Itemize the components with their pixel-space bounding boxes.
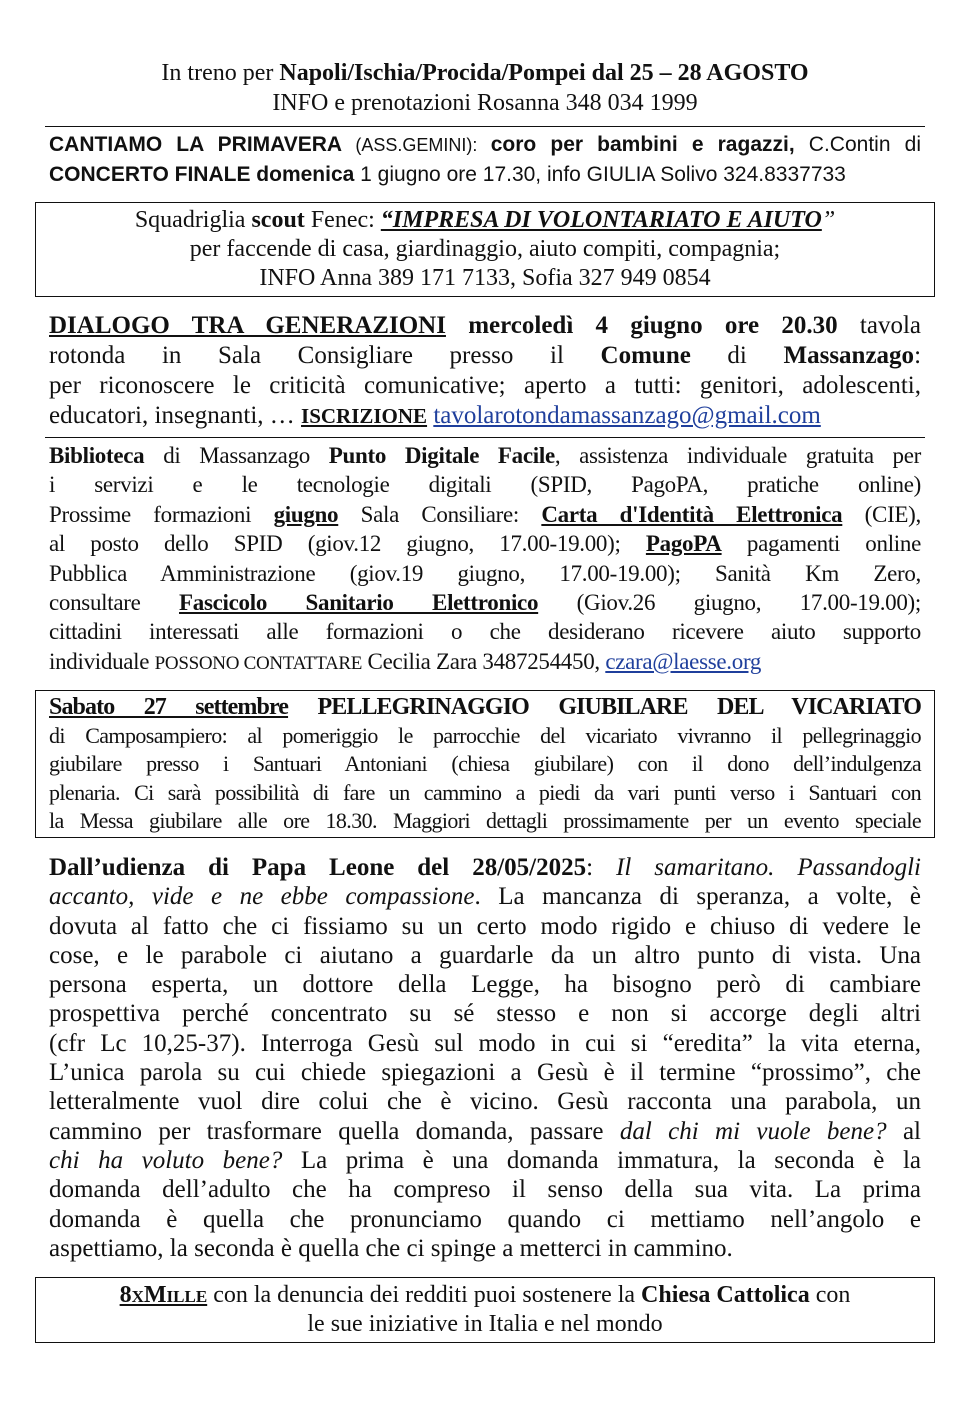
dialogo-notice — [49, 311, 921, 431]
udienza-l3: dovuta al fatto che ci fissiamo su un certo modo rigido e chiuso di vedere le — [49, 912, 921, 940]
choir-details: 1 giugno ore 17.30, info GIULIA Solivo 324.8337733 — [354, 163, 846, 186]
udienza-l10-c: al — [886, 1117, 921, 1145]
pellegrinaggio-date: Sabato 27 settembre — [49, 694, 289, 720]
pellegrinaggio-notice — [49, 693, 921, 836]
punto-digitale-facile: Punto Digitale Facile — [328, 443, 555, 468]
ottoxmille-end: con — [809, 1282, 851, 1308]
biblioteca-l4-a: al posto dello SPID (giov.12 giugno, 17.00-19.00); — [49, 531, 646, 557]
udienza-l14: aspettiamo, la seconda è quella che ci spinge a metterci in cammino. — [49, 1234, 733, 1262]
udienza-l11-italic: chi ha voluto bene? — [49, 1146, 283, 1174]
udienza-l9: letteralmente vuol dire colui che è vicino. Gesù racconta una parabola, un — [49, 1088, 921, 1116]
ottoxmille-rest: con la denuncia dei redditi puoi sostenere la — [207, 1282, 642, 1308]
biblioteca-l3-c: Sala Consiliare: — [338, 501, 542, 527]
dialogo-l3: per riconoscere le criticità comunicative; aperto a tutti: genitori, adolescenti, — [49, 372, 921, 399]
biblioteca-giugno: giugno — [273, 501, 339, 527]
ottoxmille-notice — [49, 1281, 921, 1339]
udienza-l11-rest: La prima è una domanda immatura, la seconda è la — [282, 1146, 921, 1174]
biblioteca-pagopa: PagoPA — [645, 531, 722, 557]
choir-assoc: (ASS.GEMINI): — [342, 135, 491, 155]
scout-impresa: “IMPRESA DI VOLONTARIATO E AIUTO — [380, 207, 822, 233]
trip-notice — [49, 58, 921, 118]
udienza-l10-italic: dal chi mi vuole bene? — [619, 1117, 887, 1145]
choir-desc: coro per bambini e ragazzi, — [490, 133, 795, 156]
udienza-title: Dall’udienza di Papa Leone del 28/05/2025 — [49, 854, 587, 881]
trip-destination: Napoli/Ischia/Procida/Pompei dal 25 – 28 AGOSTO — [279, 60, 809, 86]
biblioteca-contattare: POSSONO CONTATTARE — [154, 652, 363, 674]
dialogo-when: mercoledì 4 giugno ore 20.30 — [445, 312, 838, 339]
udienza-l13: domanda è quella che pronunciamo quando ci mettiamo nell’angolo e — [49, 1205, 921, 1233]
scout-text-a: Squadriglia — [134, 207, 252, 233]
dialogo-email-link[interactable]: tavolarotondamassanzago@gmail.com — [433, 402, 821, 429]
choir-day: domenica — [250, 163, 355, 186]
biblioteca-l8-a: individuale — [49, 648, 155, 674]
biblioteca-l6-c: (Giov.26 giugno, 17.00-19.00); — [538, 590, 922, 616]
dialogo-massanzago: Massanzago — [783, 342, 915, 369]
udienza-l2-italic: accanto, vide e ne ebbe compassione — [49, 883, 475, 911]
scout-text-c: Fenec: — [304, 207, 381, 233]
dialogo-iscrizione: ISCRIZIONE — [301, 404, 428, 428]
dialogo-l4-a: educatori, insegnanti, … — [49, 402, 302, 429]
pellegrinaggio-l5: la Messa giubilare alle ore 18.30. Maggiori dettagli prossimamente per un evento speciale — [49, 808, 921, 833]
biblioteca-email-link[interactable]: czara@laesse.org — [605, 648, 762, 674]
udienza-colon: : — [586, 854, 617, 881]
biblioteca-cie: Carta d'Identità Elettronica — [541, 501, 843, 527]
udienza-l8: L’unica parola su cui chiede spiegazioni a Gesù è il termine “prossimo”, che — [49, 1059, 921, 1087]
dialogo-l1-rest: tavola — [837, 312, 921, 339]
trip-info-contact: e prenotazioni Rosanna 348 034 1999 — [328, 90, 698, 116]
udienza-l4: cose, e le parabole ci aiutano a guardarle da un altro punto di vista. Una — [49, 941, 921, 969]
dialogo-l2-c: di — [690, 342, 784, 369]
biblioteca-notice — [49, 441, 921, 678]
udienza-l7: (cfr Lc 10,25-37). Interroga Gesù sul modo in cui si “eredita” la vita eterna, — [49, 1029, 921, 1057]
choir-concert: CONCERTO FINALE — [49, 163, 251, 186]
divider-1 — [45, 126, 925, 127]
divider-2 — [45, 437, 925, 438]
biblioteca-l7: cittadini interessati alle formazioni o che desiderano ricevere aiuto supporto — [49, 619, 921, 645]
ottoxmille-l2: le sue iniziative in Italia e nel mondo — [307, 1311, 663, 1337]
udienza-l6: prospettiva perché concentrato su sé stesso e non si accorge degli altri — [49, 1000, 921, 1028]
scout-activities: per faccende di casa, giardinaggio, aiuto compiti, compagnia; — [189, 236, 781, 262]
dialogo-comune: Comune — [600, 342, 691, 369]
trip-info-label: INFO — [272, 90, 329, 116]
biblioteca-l1-d: , assistenza individuale gratuita per — [554, 443, 921, 468]
biblioteca-l2: i servizi e le tecnologie digitali (SPID, PagoPA, pratiche online) — [49, 472, 921, 498]
pellegrinaggio-l4: plenaria. Ci sarà possibilità di fare un cammino a piedi da vari punti verso i Santuari con — [49, 779, 921, 805]
biblioteca-l1-b: di Massanzago — [144, 443, 329, 468]
trip-prefix: In treno per — [161, 60, 280, 86]
biblioteca-l4-c: pagamenti online — [721, 531, 921, 557]
biblioteca-l6-a: consultare — [49, 590, 180, 616]
scout-contacts: Anna 389 171 7133, Sofia 327 949 0854 — [315, 265, 711, 291]
pellegrinaggio-title: PELLEGRINAGGIO GIUBILARE DEL VICARIATO — [288, 694, 921, 720]
scout-word: scout — [251, 207, 305, 233]
udienza-l10-a: cammino per trasformare quella domanda, passare — [49, 1117, 620, 1145]
ottoxmille-title: 8xMille — [119, 1282, 208, 1308]
biblioteca-l3-a: Prossime formazioni — [49, 501, 274, 527]
biblioteca-fascicolo: Fascicolo Sanitario Elettronico — [179, 590, 539, 616]
udienza-l2-rest: . La mancanza di speranza, a volte, è — [474, 883, 922, 911]
dialogo-l2-a: rotonda in Sala Consigliare presso il — [49, 342, 601, 369]
pellegrinaggio-l3: giubilare presso i Santuari Antoniani (chiesa giubilare) con il dono dell’indulgenza — [49, 751, 921, 776]
choir-director: C.Contin di — [794, 133, 921, 156]
choir-title: CANTIAMO LA PRIMAVERA — [49, 133, 343, 156]
udienza-l5: persona esperta, un dottore della Legge, ha bisogno però di cambiare — [49, 971, 921, 999]
scout-notice — [49, 206, 921, 293]
scout-quote-close: ” — [821, 207, 836, 233]
udienza-notice — [49, 853, 921, 1263]
biblioteca-l3-e: (CIE), — [842, 501, 921, 527]
udienza-l1-italic: Il samaritano. Passandogli — [616, 854, 921, 881]
biblioteca-label: Biblioteca — [49, 443, 145, 468]
pellegrinaggio-l2: di Camposampiero: al pomeriggio le parrocchie del vicariato vivranno il pellegrinaggio — [49, 722, 921, 748]
choir-notice — [49, 130, 921, 189]
biblioteca-l8-c: Cecilia Zara 3487254450, — [362, 648, 606, 674]
chiesa-cattolica: Chiesa Cattolica — [641, 1282, 810, 1308]
dialogo-l2-e: : — [914, 342, 922, 369]
udienza-l12: domanda dell’adulto che ha compreso il senso della sua vita. La prima — [49, 1176, 921, 1204]
biblioteca-l5: Pubblica Amministrazione (giov.19 giugno, 17.00-19.00); Sanità Km Zero, — [49, 560, 921, 586]
dialogo-title: DIALOGO TRA GENERAZIONI — [49, 312, 446, 339]
scout-info-label: INFO — [259, 265, 316, 291]
